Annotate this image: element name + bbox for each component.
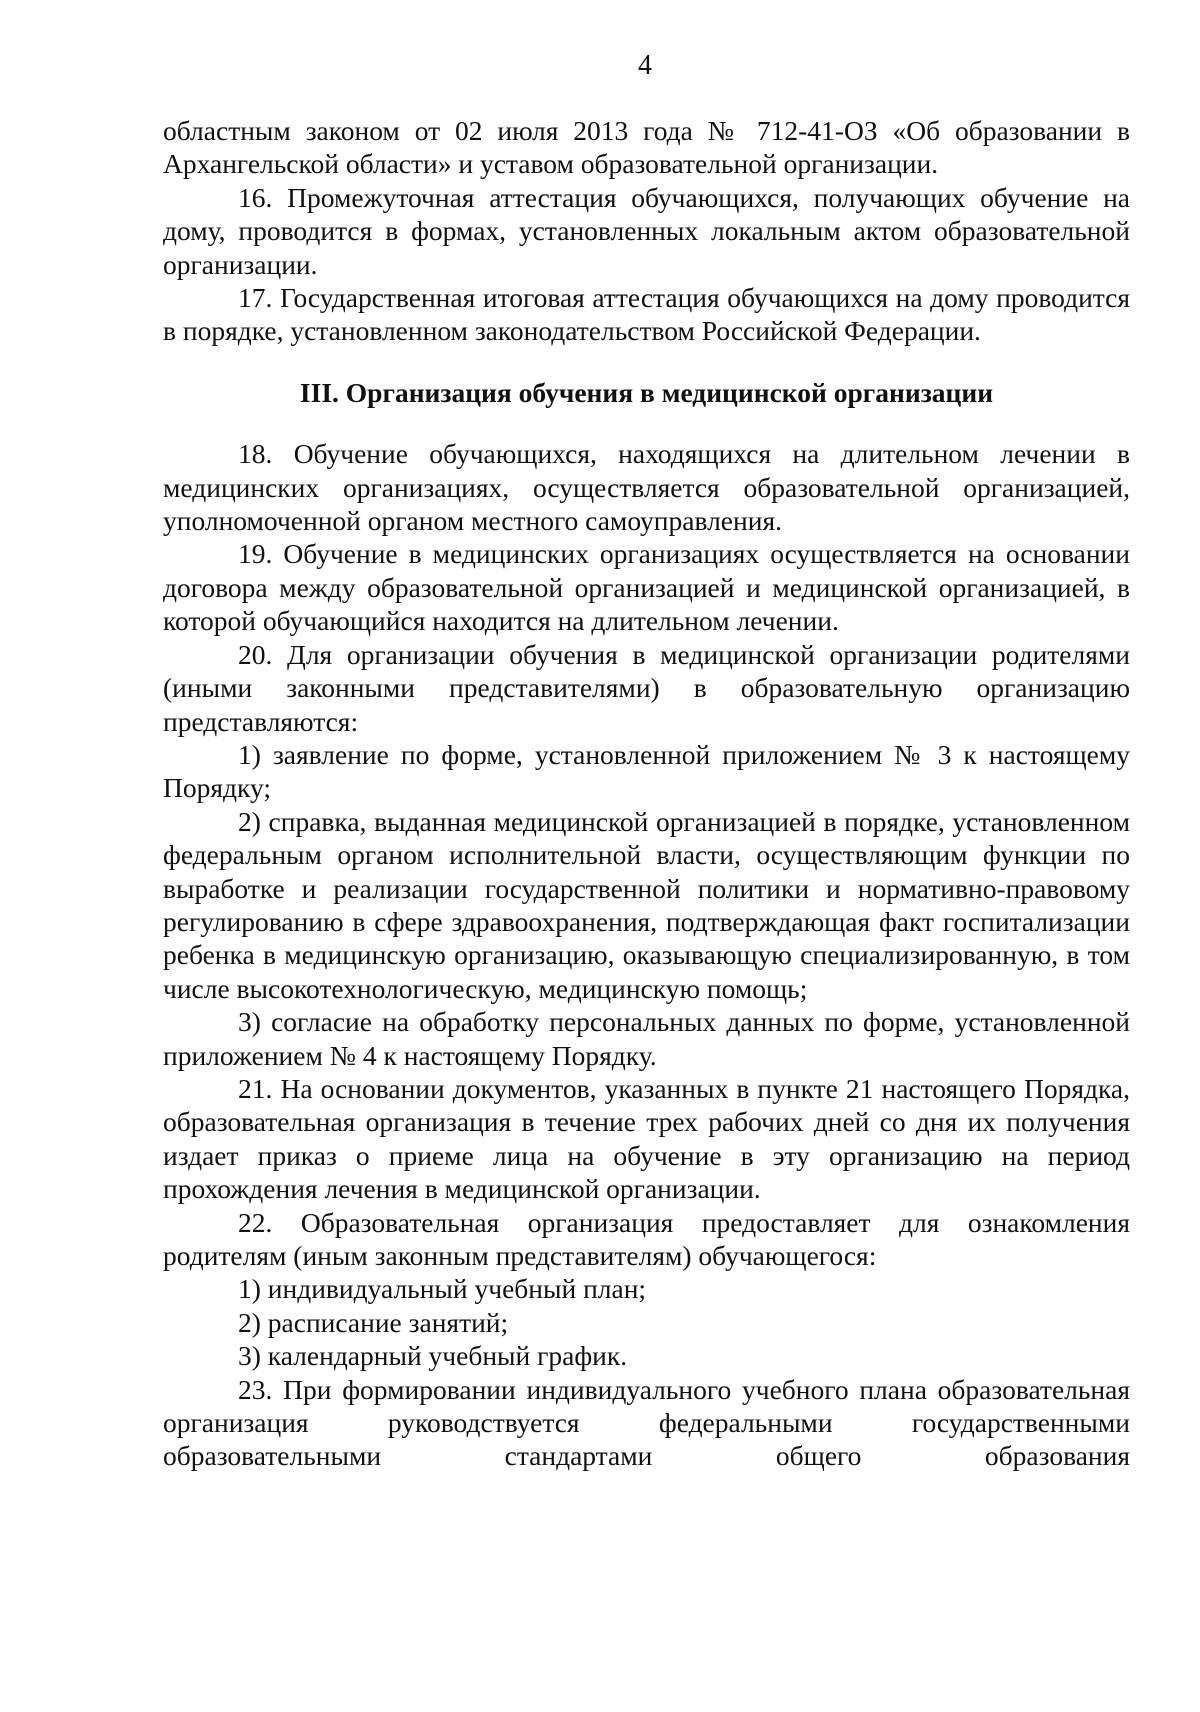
document-body bbox=[163, 114, 1130, 1473]
list-item-20-1: 1) заявление по форме, установленной приложением № 3 к настоящему Порядку; bbox=[163, 738, 1130, 804]
list-item-22-3: 3) календарный учебный график. bbox=[238, 1340, 628, 1372]
paragraph-18: 18. Обучение обучающихся, находящихся на длительном лечении в медицинских организациях, осуществляется образовательной организацией, уполномоченной органом местного самоуправления. bbox=[163, 438, 1130, 537]
list-item-20-3: 3) согласие на обработку персональных данных по форме, установленной приложением № 4 к настоящему Порядку. bbox=[163, 1006, 1130, 1071]
list-item-22-2: 2) расписание занятий; bbox=[238, 1306, 509, 1338]
page-number: 4 bbox=[638, 50, 652, 81]
paragraph-22: 22. Образовательная организация предоставляет для ознакомления родителям (иным законным представителям) обучающегося: bbox=[163, 1206, 1130, 1271]
paragraph-21: 21. На основании документов, указанных в пункте 21 настоящего Порядка, образовательная организация в течение трех рабочих дней со дня их получения издает приказ о приеме лица на обучение в эту организацию на период прохождения лечения в медицинской организации. bbox=[163, 1072, 1130, 1205]
paragraph-20: 20. Для организации обучения в медицинской организации родителями (иными законными представителями) в образовательную организацию представляются: bbox=[163, 638, 1130, 737]
paragraph-17: 17. Государственная итоговая аттестация обучающихся на дому проводится в порядке, установленном законодательством Российской Федерации. bbox=[163, 282, 1130, 347]
list-item-20-2: 2) справка, выданная медицинской организацией в порядке, установленном федеральным органом исполнительной власти, осуществляющим функции по выработке и реализации государственной политики и нормативно-правовому регулированию в сфере здравоохранения, подтверждающая факт госпитализации ребенка в медицинскую организацию, оказывающую специализированную, в том числе высокотехнологическую, медицинскую помощь; bbox=[163, 805, 1130, 1004]
paragraph-16: 16. Промежуточная аттестация обучающихся, получающих обучение на дому, проводится в формах, установленных локальным актом образовательной организации. bbox=[163, 181, 1130, 280]
section-heading: III. Организация обучения в медицинской организации bbox=[299, 376, 994, 408]
list-item-22-1: 1) индивидуальный учебный план; bbox=[238, 1273, 647, 1305]
paragraph-23: 23. При формировании индивидуального учебного плана образовательная организация руководствуется федеральными государственными образовательными стандартами общего образования bbox=[163, 1373, 1130, 1472]
paragraph-19: 19. Обучение в медицинских организациях осуществляется на основании договора между образовательной организацией и медицинской организацией, в которой обучающийся находится на длительном лечении. bbox=[163, 538, 1130, 637]
paragraph-intro: областным законом от 02 июля 2013 года № 712-41-ОЗ «Об образовании в Архангельской области» и уставом образовательной организации. bbox=[163, 115, 1130, 180]
